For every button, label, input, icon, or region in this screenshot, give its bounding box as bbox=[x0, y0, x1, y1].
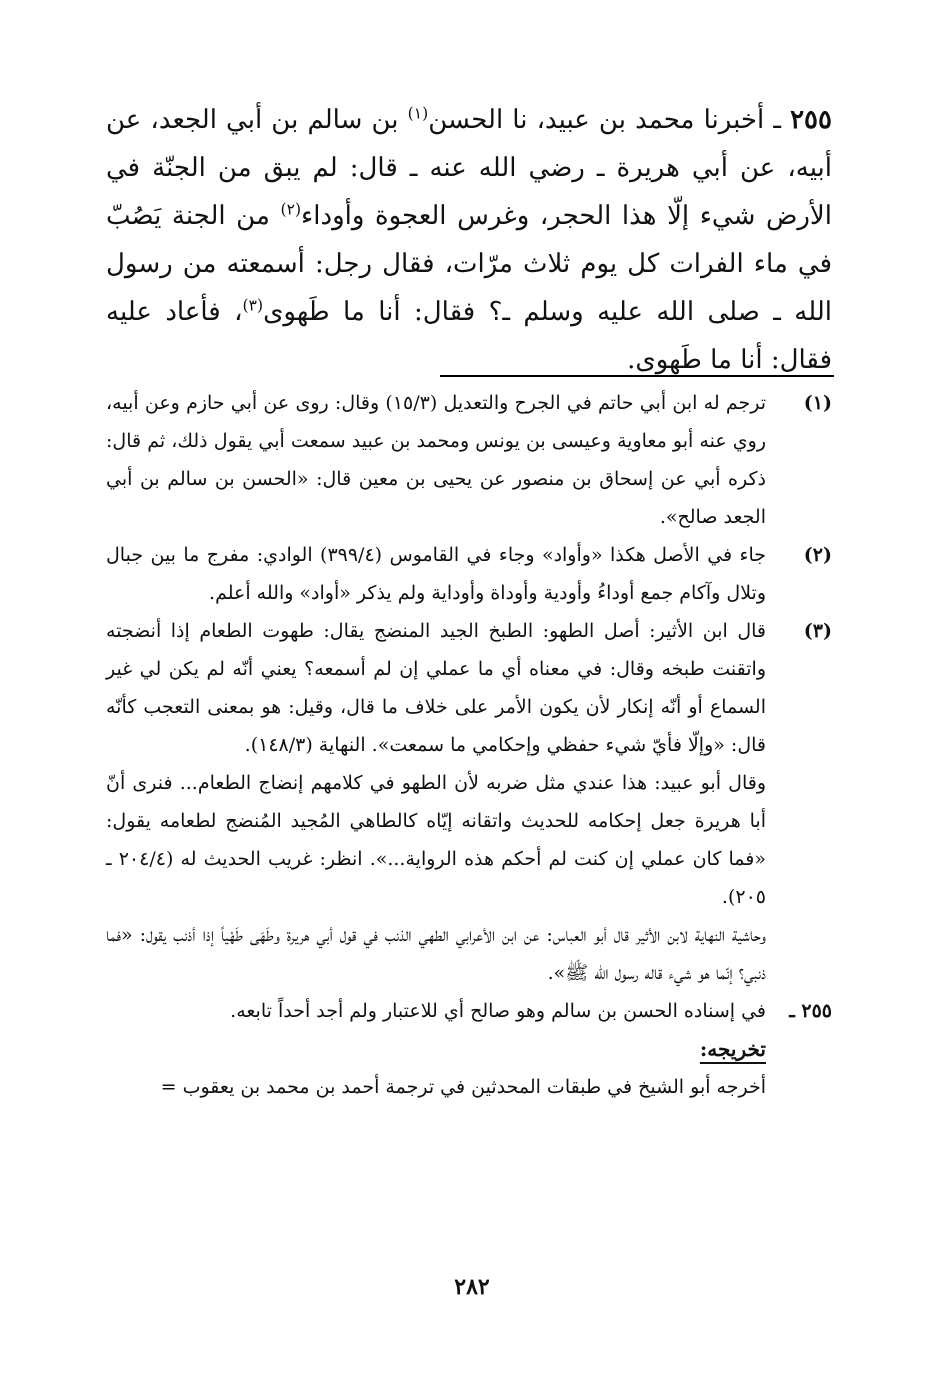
page-number: ٢٨٢ bbox=[454, 1274, 490, 1300]
hadith-text-part-4: ، فأعاد عليه فقال: أنا ما طَهوى. bbox=[106, 297, 832, 375]
footnote-1 bbox=[106, 384, 832, 536]
hadith-text-part-3: من الجنة يَصُبّ في ماء الفرات كل يوم ثلاث مرّات، فقال رجل: أسمعته من رسول الله ـ صلى الله عليه وسلم ـ؟ فقال: أنا ما طَهوى bbox=[106, 201, 832, 327]
takhrij-section bbox=[106, 992, 832, 1106]
footnote-ref-3[interactable]: (٣) bbox=[242, 296, 264, 315]
footnote-3 bbox=[106, 612, 832, 992]
takhrij-text: أخرجه أبو الشيخ في طبقات المحدثين في ترجمة أحمد بن محمد بن يعقوب = bbox=[160, 1076, 766, 1098]
footnote-3-paragraph-2: وقال أبو عبيد: هذا عندي مثل ضربه لأن الطهو في كلامهم إنضاج الطعام... فنرى أنّ أبا هريرة جعل إحكامه للحديث واتقانه إيّاه كالطاهي المُجيد المُنضج لطعامه يقول: «فما كان عملي إن كنت لم أحكم هذه الرواية...». انظر: غريب الحديث له (٢٠٤/٤ ـ ٢٠٥). bbox=[106, 772, 767, 908]
hadith-text-part-1: أخبرنا محمد بن عبيد، نا الحسن bbox=[428, 105, 765, 135]
hadith-text-part-2: بن سالم بن أبي الجعد، عن أبيه، عن أبي هريرة ـ رضي الله عنه ـ قال: لم يبق من الجنّة في الأرض شيء إلّا هذا الحجر، وغرس العجوة وأوداء bbox=[106, 105, 832, 231]
takhrij-number: ٢٥٥ ـ bbox=[789, 1000, 832, 1022]
footnote-3-paragraph-1: قال ابن الأثير: أصل الطهو: الطبخ الجيد المنضج يقال: طهوت الطعام إذا أنضجته واتقنت طبخه وقال: في معناه أي ما عملي إن لم أسمعه؟ يعني أنّه لم يكن لي غير السماع أو أنّه إنكار لأن يكون الأمر على خلاف ما قال، وقيل: هو بمعنى التعجب كأنّه قال: «وإلّا فأيّ شيء حفظي وإحكامي ما سمعت». النهاية (١٤٨/٣). bbox=[106, 620, 766, 756]
hadith-dash: ـ bbox=[764, 105, 791, 135]
footnote-3-paragraph-3: وحاشية النهاية لابن الأثير قال أبو العباس: عن ابن الأعرابي الطهي الذنب في قول أبي هريرة وطَهَى طَهْياً إذا أذنب يقول: «فما ذنبي؟ إنّما هو شيء قاله رسول الله ﷺ». bbox=[106, 924, 766, 984]
footnotes-section bbox=[106, 384, 832, 1106]
hadith-text bbox=[106, 96, 832, 384]
hadith-number: ٢٥٥ bbox=[790, 105, 832, 135]
footnote-text-2: جاء في الأصل هكذا «وأواد» وجاء في القاموس (٣٩٩/٤) الوادي: مفرج ما بين جبال وتلال وآكام جمع أوداءُ وأودية وأوداة وأوداية ولم يذكر «أواد» والله أعلم. bbox=[106, 544, 766, 604]
footnote-mark-2: (٢) bbox=[803, 544, 832, 566]
takhrij-isnad-note: في إسناده الحسن بن سالم وهو صالح أي للاعتبار ولم أجد أحداً تابعه. bbox=[230, 1000, 766, 1022]
footnote-separator bbox=[440, 375, 834, 377]
footnote-mark-3: (٣) bbox=[803, 620, 832, 642]
footnote-2 bbox=[106, 536, 832, 612]
footnote-ref-1[interactable]: (١) bbox=[407, 104, 429, 123]
footnote-mark-1: (١) bbox=[803, 392, 832, 414]
footnote-text-1: ترجم له ابن أبي حاتم في الجرح والتعديل (١٥/٣) وقال: روى عن أبي حازم وعن أبيه، روي عنه أبو معاوية وعيسى بن يونس ومحمد بن عبيد سمعت أبي يقول ذلك، ثم قال: ذكره أبي عن إسحاق بن منصور عن يحيى بن معين قال: «الحسن بن سالم بن أبي الجعد صالح». bbox=[106, 392, 767, 528]
takhrij-heading: تخريجه: bbox=[699, 1037, 766, 1061]
footnote-ref-2[interactable]: (٢) bbox=[280, 200, 302, 219]
